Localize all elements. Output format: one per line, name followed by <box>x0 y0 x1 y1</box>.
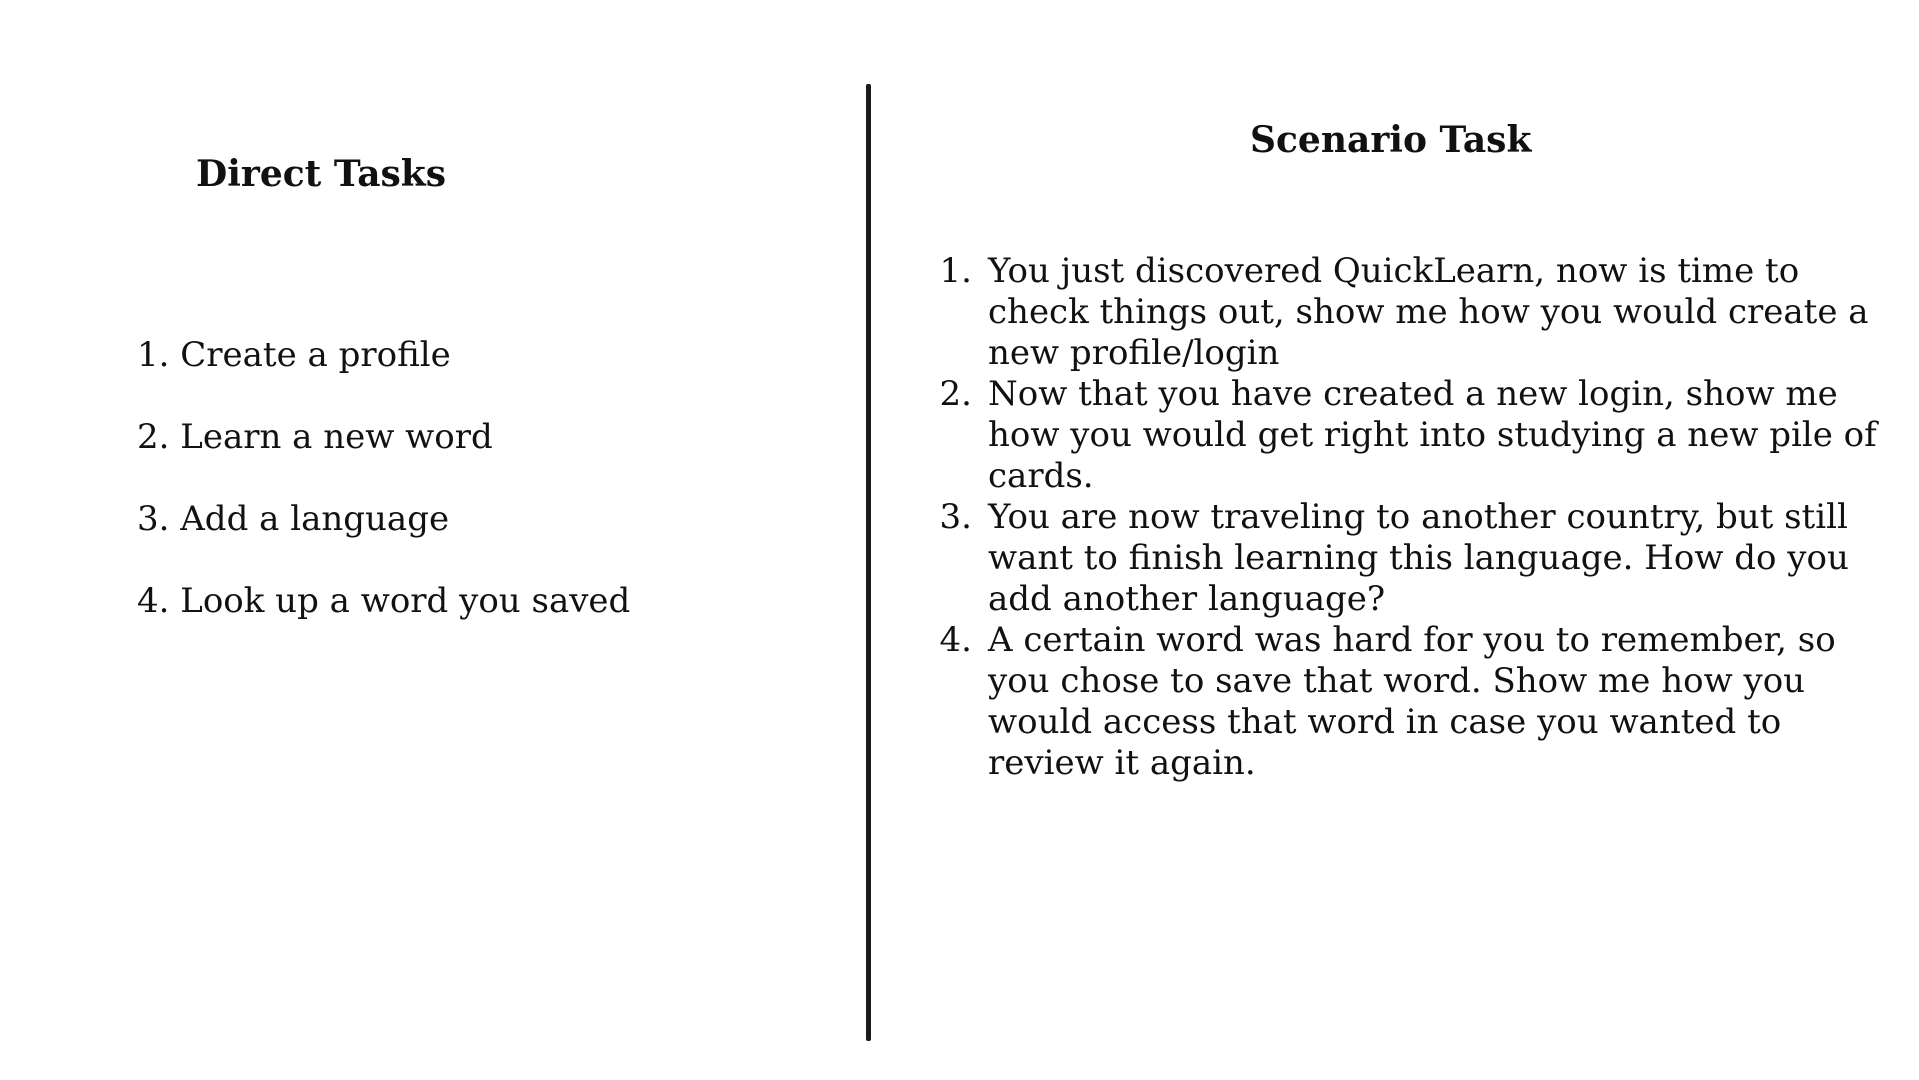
scenario-task-item <box>920 374 1910 497</box>
scenario-task-text: A certain word was hard for you to remember, so you chose to save that word. Show me how you would access that word in case you wanted to review it again. <box>988 620 1836 783</box>
scenario-task-text: You just discovered QuickLearn, now is time to check things out, show me how you would create a new profile/login <box>988 251 1869 373</box>
scenario-task-number: 1. <box>939 251 972 291</box>
scenario-task-number: 3. <box>939 497 972 537</box>
scenario-task-list <box>920 251 1910 784</box>
scenario-task-title: Scenario Task <box>1250 119 1532 161</box>
scenario-task-section <box>880 0 1919 1080</box>
direct-tasks-section <box>0 0 870 1080</box>
direct-tasks-title: Direct Tasks <box>196 153 446 195</box>
scenario-task-number: 2. <box>939 374 972 414</box>
direct-task-item: 3. Add a language <box>137 499 450 539</box>
column-divider <box>866 84 871 1041</box>
direct-tasks-list <box>137 330 630 658</box>
scenario-task-number: 4. <box>939 620 972 660</box>
scenario-task-text: You are now traveling to another country, but still want to finish learning this language. How do you add another language? <box>988 497 1849 619</box>
direct-task-item: 1. Create a profile <box>137 335 451 375</box>
direct-task-item: 4. Look up a word you saved <box>137 581 631 621</box>
direct-task-item: 2. Learn a new word <box>137 417 493 457</box>
scenario-task-item <box>920 620 1910 784</box>
scenario-task-item <box>920 251 1910 374</box>
scenario-task-text: Now that you have created a new login, show me how you would get right into studying a new pile of cards. <box>988 374 1877 496</box>
scenario-task-item <box>920 497 1910 620</box>
